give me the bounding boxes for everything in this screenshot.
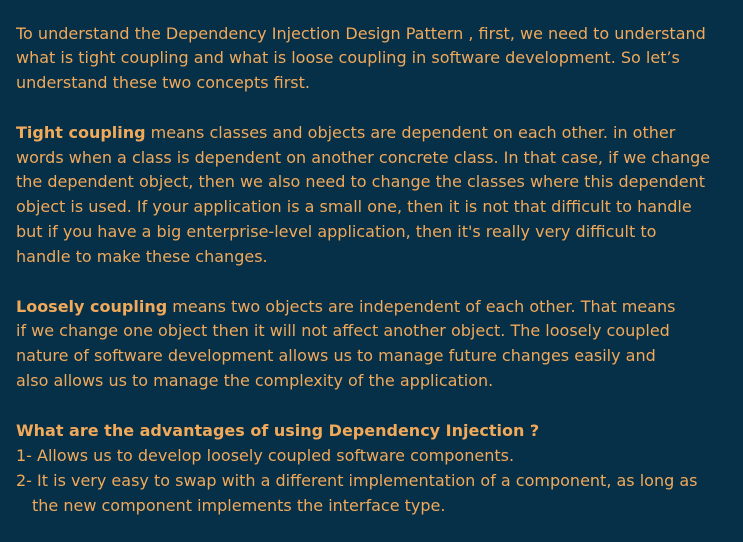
advantage-item-2-continued: the new component implements the interface type.: [32, 496, 446, 515]
advantages-heading-text: What are the advantages of using Dependency Injection ?: [16, 421, 540, 440]
tight-coupling-line-3: the dependent object, then we also need to change the classes where this dependent: [16, 172, 705, 191]
intro-line-2: what is tight coupling and what is loose coupling in software development. So let’s: [16, 48, 680, 67]
loose-coupling-text: means two objects are independent of each other. That means: [167, 297, 676, 316]
advantage-item-2: 2- It is very easy to swap with a different implementation of a component, as long as: [16, 471, 698, 490]
intro-line-3: understand these two concepts first.: [16, 73, 310, 92]
loose-coupling-line-1: [16, 295, 676, 320]
loose-coupling-term: Loosely coupling: [16, 297, 168, 316]
advantages-heading: [16, 419, 539, 444]
tight-coupling-line-2: words when a class is dependent on another concrete class. In that case, if we change: [16, 148, 711, 167]
loose-coupling-line-3: nature of software development allows us to manage future changes easily and: [16, 346, 656, 365]
loose-coupling-line-4: also allows us to manage the complexity of the application.: [16, 371, 494, 390]
loose-coupling-line-2: if we change one object then it will not affect another object. The loosely coupled: [16, 321, 670, 340]
tight-coupling-line-1: [16, 121, 675, 146]
tight-coupling-line-4: object is used. If your application is a small one, then it is not that difficult to handle: [16, 197, 692, 216]
tight-coupling-line-5: but if you have a big enterprise-level application, then it's really very difficult to: [16, 222, 657, 241]
tight-coupling-line-6: handle to make these changes.: [16, 247, 268, 266]
advantage-item-1: 1- Allows us to develop loosely coupled software components.: [16, 446, 515, 465]
intro-line-1: To understand the Dependency Injection Design Pattern , first, we need to understand: [16, 24, 706, 43]
tight-coupling-term: Tight coupling: [16, 123, 146, 142]
tight-coupling-text: means classes and objects are dependent on each other. in other: [145, 123, 676, 142]
